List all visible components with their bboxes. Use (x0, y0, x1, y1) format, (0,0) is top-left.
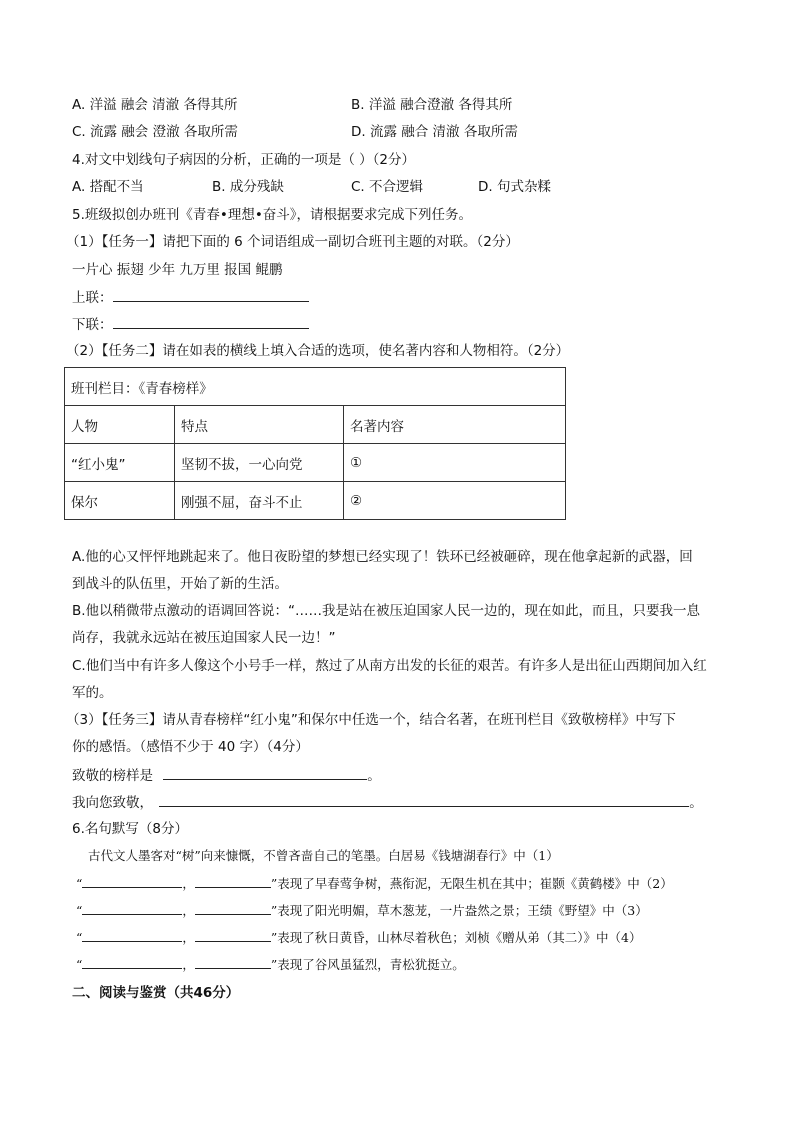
q5-stem: 5.班级拟创办班刊《青春•理想•奋斗》，请根据要求完成下列任务。 (72, 207, 473, 223)
table-row (65, 482, 566, 520)
table-title: 班刊栏目：《青春榜样》 (65, 368, 566, 406)
role-model-table (64, 367, 566, 520)
couplet-upper-label: 上联： (72, 290, 113, 306)
q6-line-text: ”表现了谷风虽猛烈，青松犹挺立。 (270, 957, 465, 972)
table-header-cell: 特点 (175, 406, 344, 444)
couplet-lower-blank[interactable] (113, 314, 309, 329)
q3-option-b: B. 洋溢 融合澄澈 各得其所 (351, 97, 513, 113)
role-model-label: 致敬的榜样是 (72, 768, 153, 784)
open-quote: “ (76, 903, 83, 918)
q6-line-4 (76, 954, 465, 975)
comma: ， (182, 957, 195, 972)
verse-blank[interactable] (195, 927, 271, 942)
comma: ， (182, 903, 195, 918)
q5-task2: （2）【任务二】请在如表的横线上填入合适的选项，使名著内容和人物相符。（2分） (66, 343, 570, 359)
salute-end: 。 (689, 795, 703, 811)
q5-option-a-line2: 到战斗的队伍里，开始了新的生活。 (72, 576, 288, 592)
q4-option-d: D. 句式杂糅 (478, 179, 551, 195)
table-header-cell: 人物 (65, 406, 175, 444)
open-quote: “ (76, 957, 83, 972)
table-cell: 保尔 (65, 482, 175, 520)
q4-stem: 4.对文中划线句子病因的分析，正确的一项是（ ）（2分） (72, 152, 416, 168)
table-cell: ② (344, 482, 566, 520)
comma: ， (182, 930, 195, 945)
q5-option-b-line1: B.他以稍微带点激动的语调回答说：“……我是站在被压迫国家人民一边的，现在如此，而且，只要我一息 (72, 603, 701, 619)
table-title-row (65, 368, 566, 406)
verse-blank[interactable] (82, 954, 182, 969)
table-header-row (65, 406, 566, 444)
couplet-upper-row (72, 287, 309, 308)
q5-task3-line2: 你的感悟。（感悟不少于 40 字）（4分） (72, 739, 309, 755)
q5-option-b-line2: 尚存，我就永远站在被压迫国家人民一边！” (72, 630, 336, 646)
q6-line-text: ”表现了早春莺争树，燕衔泥，无限生机在其中；崔颢《黄鹤楼》中（2） (270, 876, 673, 891)
q3-option-c: C. 流露 融会 澄澈 各取所需 (72, 124, 238, 140)
q6-line-text: ”表现了秋日黄昏，山林尽着秋色；刘桢《赠从弟（其二）》中（4） (270, 930, 642, 945)
couplet-lower-label: 下联： (72, 317, 113, 333)
q4-option-c: C. 不合逻辑 (351, 179, 424, 195)
role-model-blank[interactable] (163, 765, 367, 780)
table-cell: 刚强不屈，奋斗不止 (175, 482, 344, 520)
q6-intro: 古代文人墨客对“树”向来慷慨，不曾吝啬自己的笔墨。白居易《钱塘湖春行》中（1） (88, 848, 559, 863)
q6-stem: 6.名句默写（8分） (72, 821, 188, 837)
q5-option-c-line1: C.他们当中有许多人像这个小号手一样，熬过了从南方出发的长征的艰苦。有许多人是出征山西期间加入红 (72, 658, 707, 674)
q6-line-1 (76, 873, 673, 894)
q3-option-d: D. 流露 融合 清澈 各取所需 (351, 124, 518, 140)
verse-blank[interactable] (195, 900, 271, 915)
verse-blank[interactable] (82, 873, 182, 888)
couplet-upper-blank[interactable] (113, 287, 309, 302)
section-heading: 二、阅读与鉴赏（共46分） (72, 985, 240, 1001)
salute-label: 我向您致敬， (72, 795, 153, 811)
q4-option-a: A. 搭配不当 (72, 179, 144, 195)
q5-option-c-line2: 军的。 (72, 685, 113, 701)
table-cell: ① (344, 444, 566, 482)
table-cell: 坚韧不拔，一心向党 (175, 444, 344, 482)
table-row (65, 444, 566, 482)
q6-line-text: ”表现了阳光明媚，草木葱茏，一片盎然之景；王绩《野望》中（3） (270, 903, 648, 918)
q5-word-list: 一片心 振翅 少年 九万里 报国 鲲鹏 (72, 262, 283, 278)
salute-blank[interactable] (159, 792, 689, 807)
q5-task1: （1）【任务一】请把下面的 6 个词语组成一副切合班刊主题的对联。（2分） (66, 234, 519, 250)
q4-option-b: B. 成分残缺 (212, 179, 284, 195)
q5-task3-line1: （3）【任务三】请从青春榜样“红小鬼”和保尔中任选一个，结合名著，在班刊栏目《致敬榜样》中写下 (66, 712, 676, 728)
couplet-lower-row (72, 314, 309, 335)
open-quote: “ (76, 876, 83, 891)
verse-blank[interactable] (195, 873, 271, 888)
salute-fill-row (72, 792, 703, 813)
verse-blank[interactable] (82, 927, 182, 942)
verse-blank[interactable] (195, 954, 271, 969)
q6-line-2 (76, 900, 648, 921)
table-header-cell: 名著内容 (344, 406, 566, 444)
verse-blank[interactable] (82, 900, 182, 915)
q3-option-a: A. 洋溢 融会 清澈 各得其所 (72, 97, 238, 113)
role-model-fill-row (72, 765, 381, 786)
table-cell: “红小鬼” (65, 444, 175, 482)
role-model-end: 。 (367, 768, 381, 784)
comma: ， (182, 876, 195, 891)
q5-option-a-line1: A.他的心又怦怦地跳起来了。他日夜盼望的梦想已经实现了！铁环已经被砸碎，现在他拿起新的武器，回 (72, 549, 693, 565)
q6-line-3 (76, 927, 642, 948)
open-quote: “ (76, 930, 83, 945)
